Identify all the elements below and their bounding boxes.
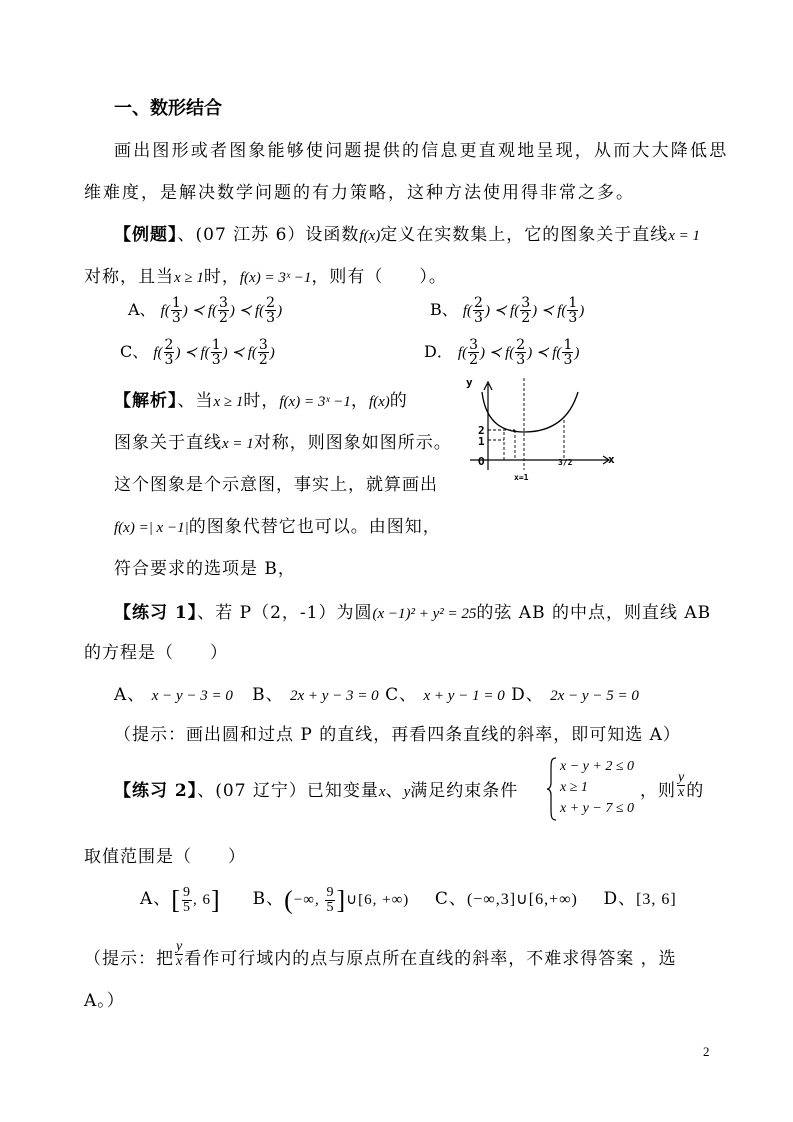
example-line-2 xyxy=(84,262,447,287)
ex2-line-1-left xyxy=(114,776,518,801)
ex2-opt-b-den: 5 xyxy=(326,900,335,916)
fraction: $\frac{1}{3}$ xyxy=(568,295,578,326)
fraction: $\frac{2}{3}$ xyxy=(474,295,483,326)
example-option-label: A、 xyxy=(128,300,161,319)
ex1-circle: (x −1)² + y² = 25 xyxy=(372,606,477,622)
fn-open: f( xyxy=(557,303,567,319)
ex2-opt-c: (−∞,3]∪[6,+∞) xyxy=(466,891,578,908)
fn-close: ) ≺ xyxy=(229,303,255,319)
example-cond: x ≥ 1 xyxy=(174,270,204,286)
ex2-l1a: 、(07 辽宁）已知变量 xyxy=(197,781,379,801)
analysis-l1c: ， xyxy=(350,391,369,411)
fn-close: ) ≺ xyxy=(175,345,201,361)
ex2-opt-d: [3, 6] xyxy=(636,891,677,908)
ex2-opt-d-label: D、 xyxy=(603,889,637,909)
fn-open: f( xyxy=(153,345,163,361)
analysis-l1d: 的 xyxy=(389,391,408,411)
constraint-system xyxy=(560,756,634,819)
fn-close: ) ≺ xyxy=(484,303,511,319)
ex2-options xyxy=(140,884,677,916)
ex2-line-2: 取值范围是（ ） xyxy=(84,847,246,867)
constraint-1: x − y + 2 ≤ 0 xyxy=(560,759,635,774)
function-graph-figure xyxy=(460,370,620,490)
analysis-tag: 【解析】 xyxy=(114,391,178,411)
ex2-frac-den: x xyxy=(678,785,685,800)
ex2-tag: 【练习 2】 xyxy=(114,781,198,801)
example-l2-prefix: 对称，且当 xyxy=(84,267,174,287)
analysis-l1a: 、当 xyxy=(177,391,214,411)
analysis-l1b: 时， xyxy=(243,391,280,411)
ex2-sep: 、 xyxy=(385,781,404,801)
ex2-opt-b-tail: 6, +∞ xyxy=(364,892,404,908)
example-fx: f(x) xyxy=(359,228,381,244)
example-option-a xyxy=(128,296,282,325)
ex1-line-1 xyxy=(114,598,711,623)
fn-close: ) ≺ xyxy=(182,303,208,319)
fn-close: ) ≺ xyxy=(480,345,506,361)
example-option-d xyxy=(424,338,579,367)
ex2-opt-b-num: 9 xyxy=(326,885,335,901)
section-heading: 一、数形结合 xyxy=(114,98,222,119)
ex2-hint-b: 看作可行域内的点与原点所在直线的斜率，不难求得答案 ，选 xyxy=(184,949,677,969)
constraint-brace xyxy=(546,756,558,822)
example-l2-mid: 时， xyxy=(203,267,240,287)
ex2-hint-frac-num: y xyxy=(176,939,183,954)
analysis-line-5: 符合要求的选项是 B， xyxy=(114,559,296,579)
example-desc: 定义在实数集上，它的图象关于直线 xyxy=(380,225,669,245)
example-line-1 xyxy=(114,220,700,245)
fn-open: f( xyxy=(207,303,217,319)
ex1-opt-d-label: D、 xyxy=(511,685,544,705)
example-axis-eq: x = 1 xyxy=(668,228,700,244)
fn-close: ) ≺ xyxy=(527,345,553,361)
ex2-opt-b-union: ∪ xyxy=(346,892,359,908)
example-l2-suffix: ，则有（ ）。 xyxy=(311,267,447,287)
ex2-opt-a: [ $\frac{9}{5}$ , 6] xyxy=(171,885,221,916)
ex1-options xyxy=(114,680,639,705)
fn-open: f( xyxy=(247,345,257,361)
analysis-abs-func: f(x) =| x −1| xyxy=(114,520,189,536)
ex1-opt-c-label: C、 xyxy=(385,685,418,705)
analysis-line-2 xyxy=(114,428,452,453)
example-option-b xyxy=(430,296,584,325)
ex1-opt-a: x − y − 3 = 0 xyxy=(151,688,233,704)
analysis-cond: x ≥ 1 xyxy=(213,394,244,410)
fig-y-label: y xyxy=(466,376,473,389)
ex2-opt-c-label: C、 xyxy=(434,889,467,909)
ex2-var-x: x xyxy=(378,784,386,800)
fn-close: ) ≺ xyxy=(222,345,248,361)
fn-open: f( xyxy=(160,303,170,319)
ex2-l1d: 的 xyxy=(686,781,705,801)
fraction: $\frac{1}{3}$ xyxy=(563,337,573,368)
ex2-l1c: ，则 xyxy=(640,781,676,801)
example-option-c xyxy=(120,338,275,367)
fn-close: ) xyxy=(579,303,585,319)
fn-close: ) xyxy=(277,303,283,319)
ex2-hint-a: （提示：把 xyxy=(84,949,174,969)
page-number: 2 xyxy=(703,1044,710,1059)
fraction: $\frac{3}{2}$ xyxy=(219,295,228,326)
ex2-frac-num: y xyxy=(678,770,685,785)
fn-open: f( xyxy=(505,345,515,361)
ex2-hint-line-2: A。） xyxy=(84,991,125,1011)
analysis-line-3: 这个图象是个示意图，事实上，就算画出 xyxy=(114,475,438,495)
fraction: $\frac{2}{3}$ xyxy=(516,337,526,368)
analysis-l2b: 对称，则图象如图所示。 xyxy=(253,433,452,453)
ex2-l1b: 满足约束条件 xyxy=(410,781,519,801)
fraction: $\frac{3}{2}$ xyxy=(258,337,268,368)
analysis-line-1 xyxy=(114,386,408,411)
ex1-opt-d: 2x − y − 5 = 0 xyxy=(550,688,639,704)
fn-open: f( xyxy=(255,303,265,319)
fn-open: f( xyxy=(552,345,562,361)
fn-open: f( xyxy=(457,345,468,361)
analysis-axis-eq: x = 1 xyxy=(222,436,254,452)
ex1-l1b: 的弦 AB 的中点，则直线 AB xyxy=(476,603,712,623)
fraction: $\frac{2}{3}$ xyxy=(164,337,174,368)
fraction: $\frac{2}{3}$ xyxy=(266,295,276,326)
intro-line-1: 画出图形或者图象能够使问题提供的信息更直观地呈现，从而大大降低思 xyxy=(114,141,729,161)
fig-x-label: x xyxy=(608,453,615,466)
fn-open: f( xyxy=(462,303,473,319)
ex1-tag: 【练习 1】 xyxy=(114,603,198,623)
example-source: 、(07 江苏 6）设函数 xyxy=(177,225,360,245)
constraint-2: x ≥ 1 xyxy=(560,780,588,795)
example-option-label: C、 xyxy=(120,342,154,361)
fig-tick-1: 1 xyxy=(478,435,485,448)
ex2-hint-frac-den: x xyxy=(176,954,183,969)
ex1-line-2: 的方程是（ ） xyxy=(84,643,228,663)
fraction: $\frac{1}{3}$ xyxy=(211,337,221,368)
ex2-line-1-right xyxy=(640,770,705,801)
ex2-opt-b: (−∞, $\frac{9}{5}$ ]∪[6, +∞) xyxy=(284,885,410,916)
example-option-label: D． xyxy=(424,342,458,361)
example-option-label: B、 xyxy=(430,300,463,319)
intro-line-2: 维难度，是解决数学问题的有力策略，这种方法使用得非常之多。 xyxy=(84,183,635,203)
fraction: $\frac{1}{3}$ xyxy=(171,295,181,326)
ex2-opt-b-label: B、 xyxy=(252,889,285,909)
ex2-opt-a-right: , 6 xyxy=(192,892,211,908)
fig-tick-32: 3/2 xyxy=(558,458,573,467)
example-tag: 【例题】 xyxy=(114,225,178,245)
analysis-line-4 xyxy=(114,512,441,537)
ex2-opt-a-num: 9 xyxy=(182,885,191,901)
ex1-opt-a-label: A、 xyxy=(114,685,146,705)
fn-open: f( xyxy=(200,345,210,361)
example-func: f(x) = 3ˣ −1 xyxy=(239,270,312,286)
ex2-var-y: y xyxy=(403,784,411,800)
fig-x-eq-1: x=1 xyxy=(514,473,529,482)
ex1-opt-c: x + y − 1 = 0 xyxy=(423,688,505,704)
fraction: $\frac{3}{2}$ xyxy=(521,295,531,326)
fn-close: ) ≺ xyxy=(532,303,558,319)
fn-close: ) xyxy=(269,345,275,361)
ex1-opt-b: 2x + y − 3 = 0 xyxy=(290,688,379,704)
ex1-hint: （提示：画出圆和过点 P 的直线，再看四条直线的斜率，即可知选 A） xyxy=(114,725,681,745)
ex2-hint-line-1 xyxy=(84,939,677,969)
fn-open: f( xyxy=(510,303,520,319)
fig-origin: O xyxy=(478,455,485,468)
fraction: $\frac{3}{2}$ xyxy=(469,337,479,368)
ex2-opt-a-den: 5 xyxy=(182,900,191,916)
constraint-3: x + y − 7 ≤ 0 xyxy=(560,801,635,816)
ex2-opt-b-left: −∞, xyxy=(293,892,325,908)
analysis-fx: f(x) xyxy=(368,394,390,410)
analysis-func: f(x) = 3ˣ −1 xyxy=(279,394,351,410)
fig-tick-2: 2 xyxy=(478,424,485,437)
ex1-l1a: 、若 P（2，-1）为圆 xyxy=(197,603,373,623)
analysis-l2a: 图象关于直线 xyxy=(114,433,222,453)
ex1-opt-b-label: B、 xyxy=(252,685,284,705)
ex2-opt-a-label: A、 xyxy=(140,889,172,909)
analysis-l4b: 的图象代替它也可以。由图知， xyxy=(188,517,441,537)
fn-close: ) xyxy=(574,345,580,361)
